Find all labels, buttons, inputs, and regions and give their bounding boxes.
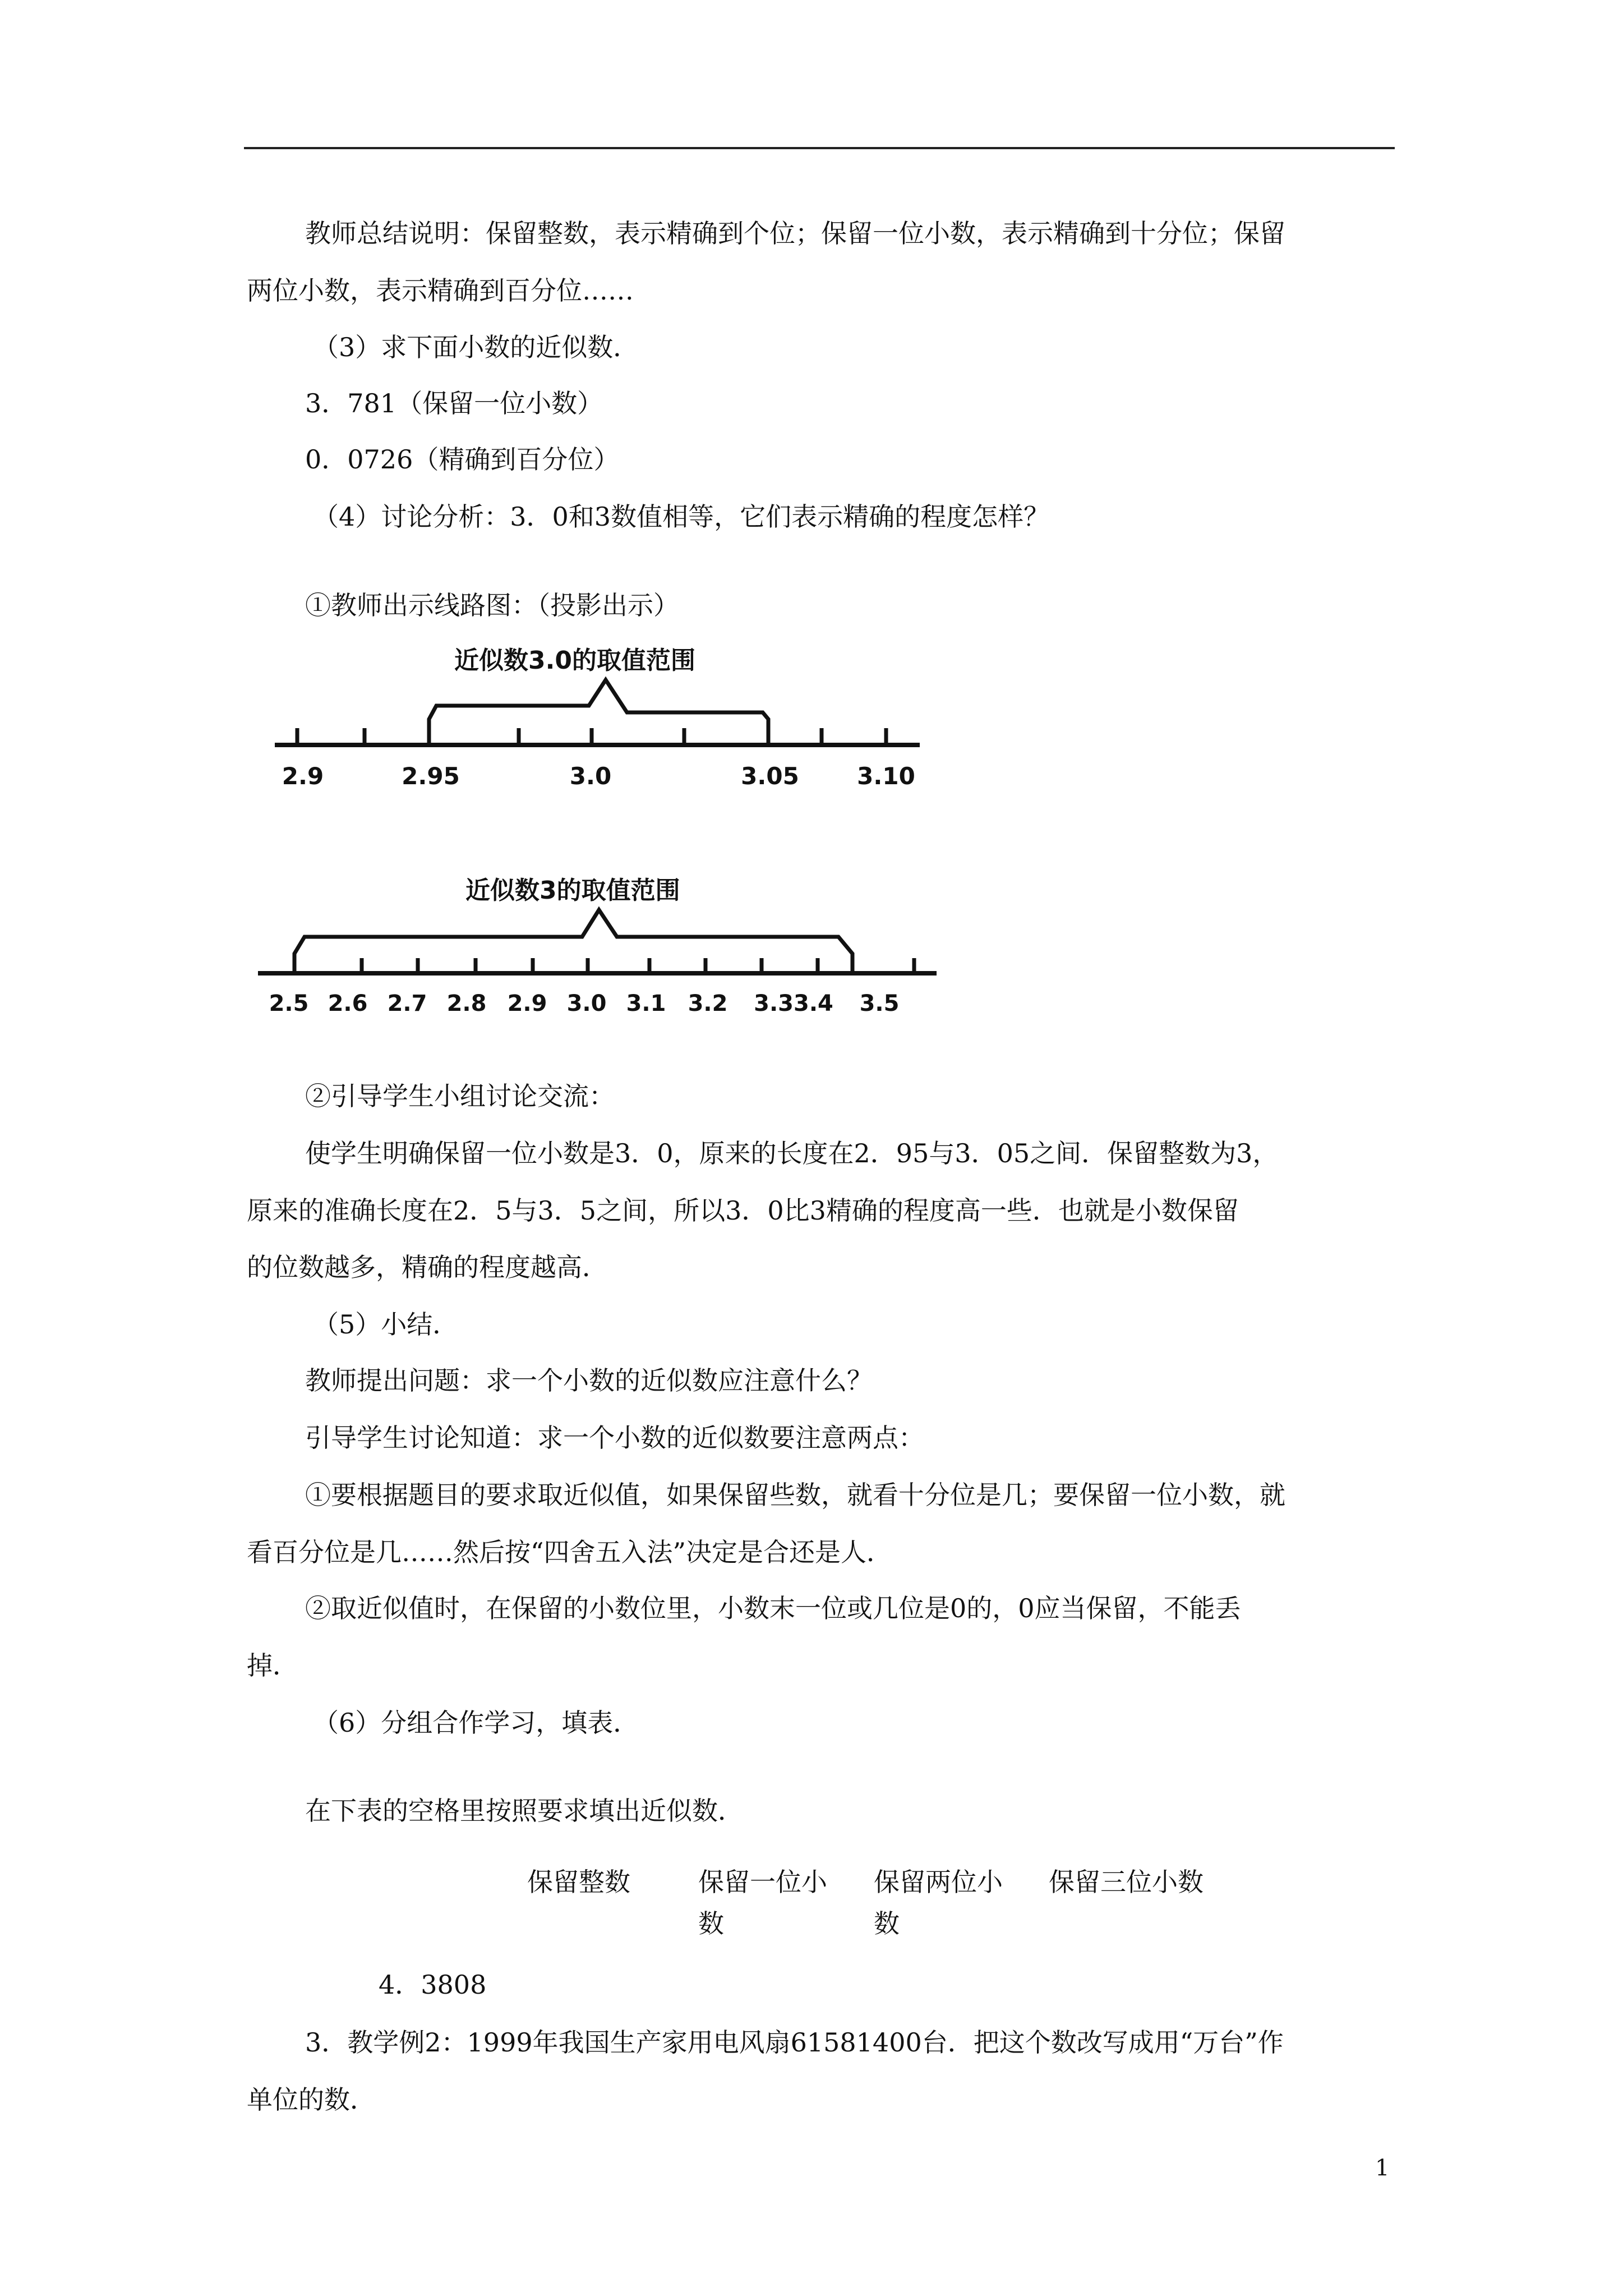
paragraph-example2-line1: 3．教学例2：1999年我国生产家用电风扇61581400台．把这个数改写成用“万台”作 bbox=[305, 2027, 1284, 2058]
diagram1-tick-label: 3.0 bbox=[569, 762, 612, 790]
diagram2-range-bracket bbox=[294, 910, 852, 973]
table-row-label: 4．3808 bbox=[379, 1970, 487, 2000]
diagram2-tick-label: 3.5 bbox=[859, 991, 900, 1016]
number-line-diagram-3-0 bbox=[264, 634, 937, 802]
diagram2-tick-label: 3.2 bbox=[688, 991, 728, 1016]
table-header-three-decimal: 保留三位小数 bbox=[1049, 1867, 1204, 1897]
diagram2-tick-label: 3.1 bbox=[626, 991, 666, 1016]
paragraph-summary-line2: 两位小数，表示精确到百分位…… bbox=[247, 275, 634, 306]
diagram1-range-bracket bbox=[429, 680, 768, 745]
paragraph-step5: （5）小结． bbox=[313, 1309, 459, 1340]
paragraph-example-a: 3．781（保留一位小数） bbox=[305, 388, 603, 418]
diagram2-tick-label: 2.5 bbox=[269, 991, 309, 1016]
paragraph-guidance: 引导学生讨论知道：求一个小数的近似数要注意两点： bbox=[305, 1423, 924, 1453]
paragraph-step4: （4）讨论分析：3．0和3数值相等，它们表示精确的程度怎样？ bbox=[313, 501, 1050, 532]
diagram1-title: 近似数3.0的取值范围 bbox=[454, 646, 695, 675]
paragraph-example2-line2: 单位的数． bbox=[247, 2085, 376, 2115]
diagram1-tick-label: 3.05 bbox=[741, 762, 799, 790]
paragraph-point2-line2: 掉． bbox=[247, 1650, 298, 1681]
diagram2-tick-label: 2.8 bbox=[446, 991, 487, 1016]
table-header-one-decimal: 保留一位小 数 bbox=[698, 1867, 827, 1939]
diagram2-tick-label: 2.6 bbox=[328, 991, 368, 1016]
table-header-two-decimal: 保留两位小 数 bbox=[874, 1867, 1003, 1939]
paragraph-discussion: ②引导学生小组讨论交流： bbox=[305, 1081, 615, 1111]
diagram1-tick-label: 3.10 bbox=[857, 762, 915, 790]
table-header-integer: 保留整数 bbox=[527, 1867, 630, 1897]
page-number: 1 bbox=[1375, 2155, 1390, 2181]
paragraph-explanation-line2: 原来的准确长度在2．5与3．5之间，所以3．0比3精确的程度高一些．也就是小数保留 bbox=[247, 1195, 1239, 1226]
diagram2-ticks bbox=[294, 958, 914, 973]
diagram2-tick-label: 2.9 bbox=[507, 991, 547, 1016]
diagram2-tick-label: 3.0 bbox=[566, 991, 607, 1016]
diagram2-tick-label: 3.33.4 bbox=[754, 991, 833, 1016]
diagram1-ticks bbox=[297, 728, 886, 745]
paragraph-diagram-intro: ①教师出示线路图：（投影出示） bbox=[305, 590, 679, 620]
header-rule bbox=[244, 147, 1395, 149]
diagram1-tick-label: 2.95 bbox=[402, 762, 460, 790]
paragraph-explanation-line3: 的位数越多，精确的程度越高． bbox=[247, 1252, 608, 1282]
paragraph-point2-line1: ②取近似值时，在保留的小数位里，小数末一位或几位是0的，0应当保留，不能丢 bbox=[305, 1593, 1241, 1623]
paragraph-example-b: 0．0726（精确到百分位） bbox=[305, 444, 620, 475]
diagram2-title: 近似数3的取值范围 bbox=[465, 876, 680, 905]
paragraph-point1-line1: ①要根据题目的要求取近似值，如果保留些数，就看十分位是几；要保留一位小数，就 bbox=[305, 1480, 1285, 1510]
paragraph-step6: （6）分组合作学习，填表． bbox=[313, 1708, 639, 1738]
paragraph-question: 教师提出问题：求一个小数的近似数应注意什么？ bbox=[305, 1365, 873, 1396]
paragraph-explanation-line1: 使学生明确保留一位小数是3．0，原来的长度在2．95与3．05之间．保留整数为3， bbox=[305, 1138, 1279, 1168]
paragraph-step3: （3）求下面小数的近似数． bbox=[313, 332, 639, 362]
diagram1-tick-label: 2.9 bbox=[282, 762, 324, 790]
diagram2-tick-label: 2.7 bbox=[387, 991, 427, 1016]
number-line-diagram-3 bbox=[247, 864, 953, 1021]
paragraph-point1-line2: 看百分位是几……然后按“四舍五入法”决定是合还是人． bbox=[247, 1537, 893, 1567]
paragraph-table-instruction: 在下表的空格里按照要求填出近似数． bbox=[305, 1796, 744, 1826]
paragraph-summary-line1: 教师总结说明：保留整数，表示精确到个位；保留一位小数，表示精确到十分位；保留 bbox=[305, 218, 1285, 249]
